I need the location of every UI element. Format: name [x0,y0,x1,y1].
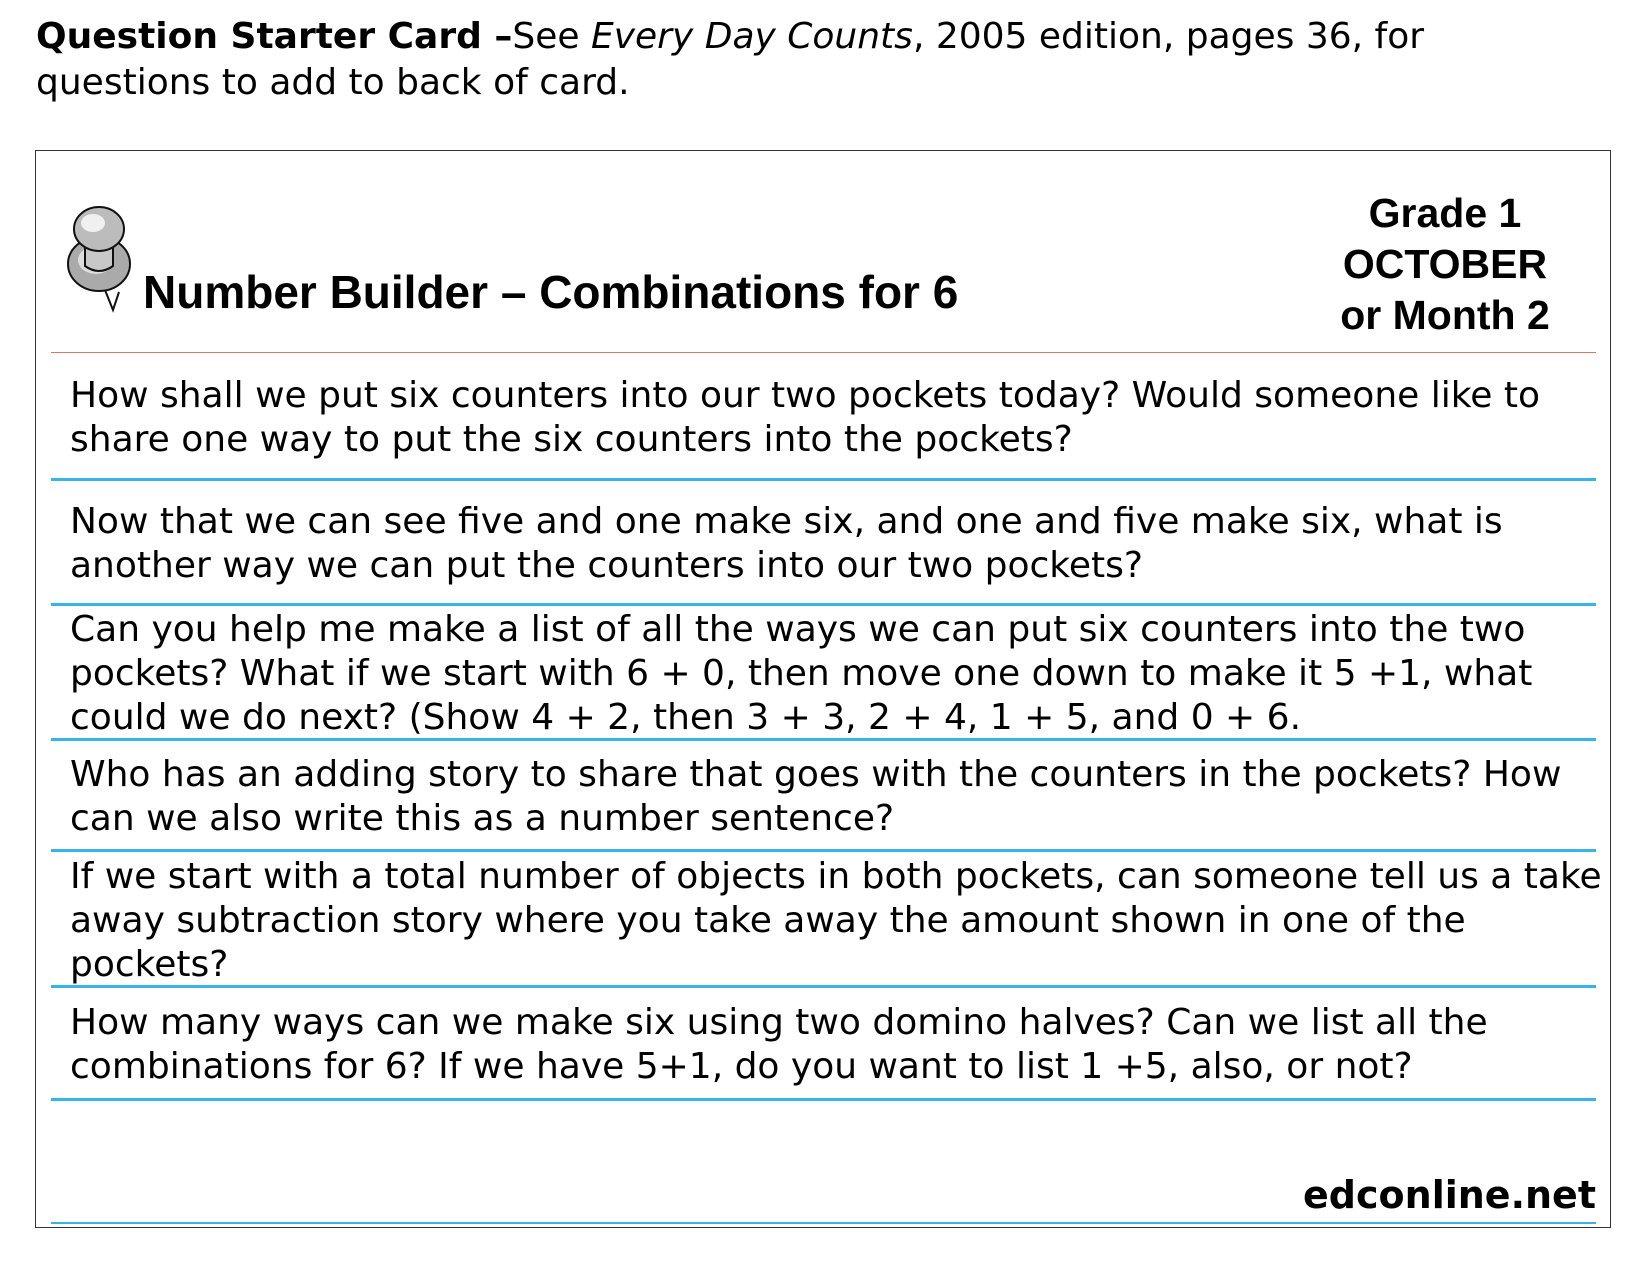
question-3: Can you help me make a list of all the ways we can put six counters into the two pockets? What if we start with 6 + 0, then move one down to make it 5 +1, what could we do next? (Show 4 + 2, then 3 + 3, 2 + 4, 1 + 5, and 0 + 6. [70,609,1533,738]
pushpin-icon [65,204,143,314]
header-divider [51,352,1596,353]
question-4: Who has an adding story to share that goes with the counters in the pockets? How can we also write this as a number sentence? [70,754,1562,839]
divider [51,849,1596,852]
intro-pre: See [512,16,591,57]
question-6: How many ways can we make six using two domino halves? Can we list all the combinations for 6? If we have 5+1, do you want to list 1 +5, also, or not? [70,1002,1488,1087]
grade-label [1300,188,1590,341]
intro-book-title: Every Day Counts [590,16,913,57]
grade-line: Grade 1 [1368,190,1522,236]
divider [51,603,1596,606]
intro-text [36,14,1596,106]
grade-month-alt: or Month 2 [1340,292,1550,338]
question-2: Now that we can see five and one make six, and one and five make six, what is another way we can put the counters into our two pockets? [70,501,1503,586]
question-5: If we start with a total number of objects in both pockets, can someone tell us a take away subtraction story where you take away the amount shown in one of the pockets? [70,856,1602,985]
divider [51,985,1596,988]
footer-divider [51,1222,1596,1224]
footer-website: edconline.net [1303,1173,1596,1217]
question-1: How shall we put six counters into our two pockets today? Would someone like to share one way to put the six counters into the pockets? [70,375,1541,460]
intro-post: , 2005 edition, pages 36, for questions to add to back of card. [36,16,1425,103]
divider [51,1098,1596,1101]
grade-month: OCTOBER [1342,241,1548,287]
card-title: Number Builder – Combinations for 6 [143,266,959,318]
intro-heading: Question Starter Card – [36,16,513,57]
divider [51,478,1596,481]
divider [51,738,1596,741]
